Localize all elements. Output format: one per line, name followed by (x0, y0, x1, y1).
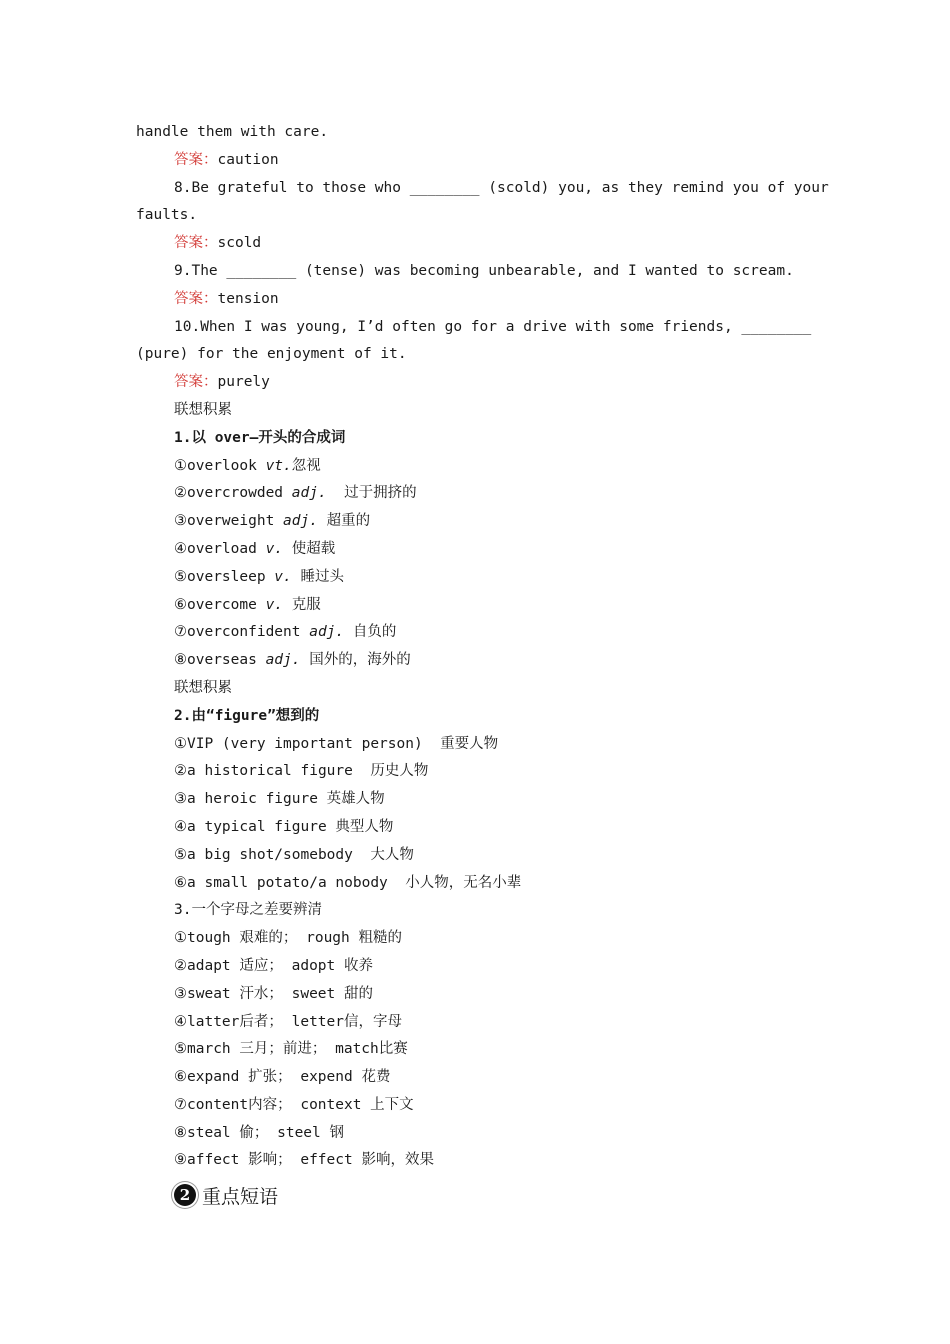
document-page (136, 119, 829, 1211)
item-meaning: 国外的，海外的 (300, 652, 411, 669)
section-heading: 联想积累 (174, 679, 232, 696)
question-10: 10.When I was young, I’d often go for a drive with some friends, ________ (174, 318, 812, 335)
list-item: ④latter后者； letter信，字母 (174, 1013, 402, 1030)
item-word: ④overload (174, 540, 266, 557)
item-pos: v. (274, 568, 292, 585)
section-number-badge: 2 (174, 1184, 196, 1206)
answer-line (136, 230, 806, 258)
answer-text: purely (217, 374, 270, 391)
title-prefix: 以 (191, 429, 215, 446)
list-item (136, 480, 806, 508)
list-item (136, 619, 806, 647)
item-meaning: 忽视 (291, 457, 321, 474)
over-word-list (136, 453, 806, 675)
list-item: ①tough 艰难的； rough 粗糙的 (174, 930, 402, 947)
list-item: ①VIP (very important person) 重要人物 (174, 735, 499, 752)
item-word: ②overcrowded (174, 485, 292, 502)
list-item: ③sweat 汗水； sweet 甜的 (174, 985, 373, 1002)
question-9: 9.The ________ (tense) was becoming unbearable, and I wanted to scream. (174, 262, 794, 279)
answer-label: 答案： (174, 151, 218, 168)
item-meaning: 自负的 (344, 624, 397, 641)
list-item: ⑧steal 偷； steel 钢 (174, 1124, 344, 1141)
section-title: 3.一个字母之差要辨清 (174, 902, 322, 919)
text-line: (pure) for the enjoyment of it. (136, 346, 407, 363)
item-meaning: 睡过头 (291, 568, 344, 585)
next-section-heading (136, 1179, 806, 1211)
list-item: ⑦content内容； context 上下文 (174, 1096, 414, 1113)
answer-text: scold (217, 235, 262, 252)
answer-label: 答案： (174, 235, 218, 252)
item-pos: adj. (309, 624, 345, 641)
answer-text: caution (217, 151, 279, 168)
answer-label: 答案： (174, 290, 218, 307)
figure-phrase-list (136, 731, 806, 898)
list-item (136, 508, 806, 536)
answer-label: 答案： (174, 374, 218, 391)
list-item (136, 453, 806, 481)
answer-line (136, 147, 806, 175)
list-item (136, 592, 806, 620)
letter-difference-list (136, 925, 806, 1175)
next-section-title: 重点短语 (202, 1185, 279, 1208)
list-item (136, 564, 806, 592)
item-meaning: 过于拥挤的 (326, 485, 417, 502)
item-pos: adj. (291, 485, 327, 502)
list-item: ②a historical figure 历史人物 (174, 763, 429, 780)
item-meaning: 超重的 (317, 513, 371, 530)
item-word: ⑤oversleep (174, 568, 275, 585)
item-pos: adj. (283, 513, 318, 530)
section-heading: 联想积累 (174, 401, 232, 418)
list-item: ⑥a small potato/a nobody 小人物，无名小辈 (174, 874, 522, 891)
section-title: 2.由“figure”想到的 (174, 707, 320, 724)
list-item: ⑤march 三月；前进； match比赛 (174, 1041, 408, 1058)
list-item (136, 536, 806, 564)
list-item: ④a typical figure 典型人物 (174, 818, 394, 835)
list-item: ⑨affect 影响； effect 影响，效果 (174, 1152, 434, 1169)
item-meaning: 使超载 (283, 540, 336, 557)
item-meaning: 克服 (283, 596, 321, 613)
item-word: ⑦overconfident (174, 624, 310, 641)
section-title (136, 425, 806, 453)
item-pos: vt. (265, 457, 292, 474)
item-word: ⑥overcome (174, 596, 266, 613)
list-item: ②adapt 适应； adopt 收养 (174, 957, 373, 974)
item-pos: v. (265, 596, 284, 613)
item-word: ③overweight (174, 513, 284, 530)
question-8: 8.Be grateful to those who ________ (scold) you, as they remind you of your (174, 179, 829, 196)
item-word: ①overlook (174, 457, 266, 474)
answer-line (136, 369, 806, 397)
text-line: faults. (136, 207, 198, 224)
list-item (136, 647, 806, 675)
item-pos: v. (265, 540, 284, 557)
answer-text: tension (217, 290, 279, 307)
item-word: ⑧overseas (174, 652, 266, 669)
text-line: handle them with care. (136, 124, 329, 140)
item-pos: adj. (265, 652, 301, 669)
answer-line (136, 286, 806, 314)
list-item: ⑤a big shot/somebody 大人物 (174, 846, 414, 863)
list-item: ③a heroic figure 英雄人物 (174, 791, 385, 808)
title-number: 1. (174, 429, 192, 446)
title-suffix: —开头的合成词 (249, 429, 346, 446)
title-word: over (214, 429, 250, 446)
list-item: ⑥expand 扩张； expend 花费 (174, 1069, 391, 1086)
